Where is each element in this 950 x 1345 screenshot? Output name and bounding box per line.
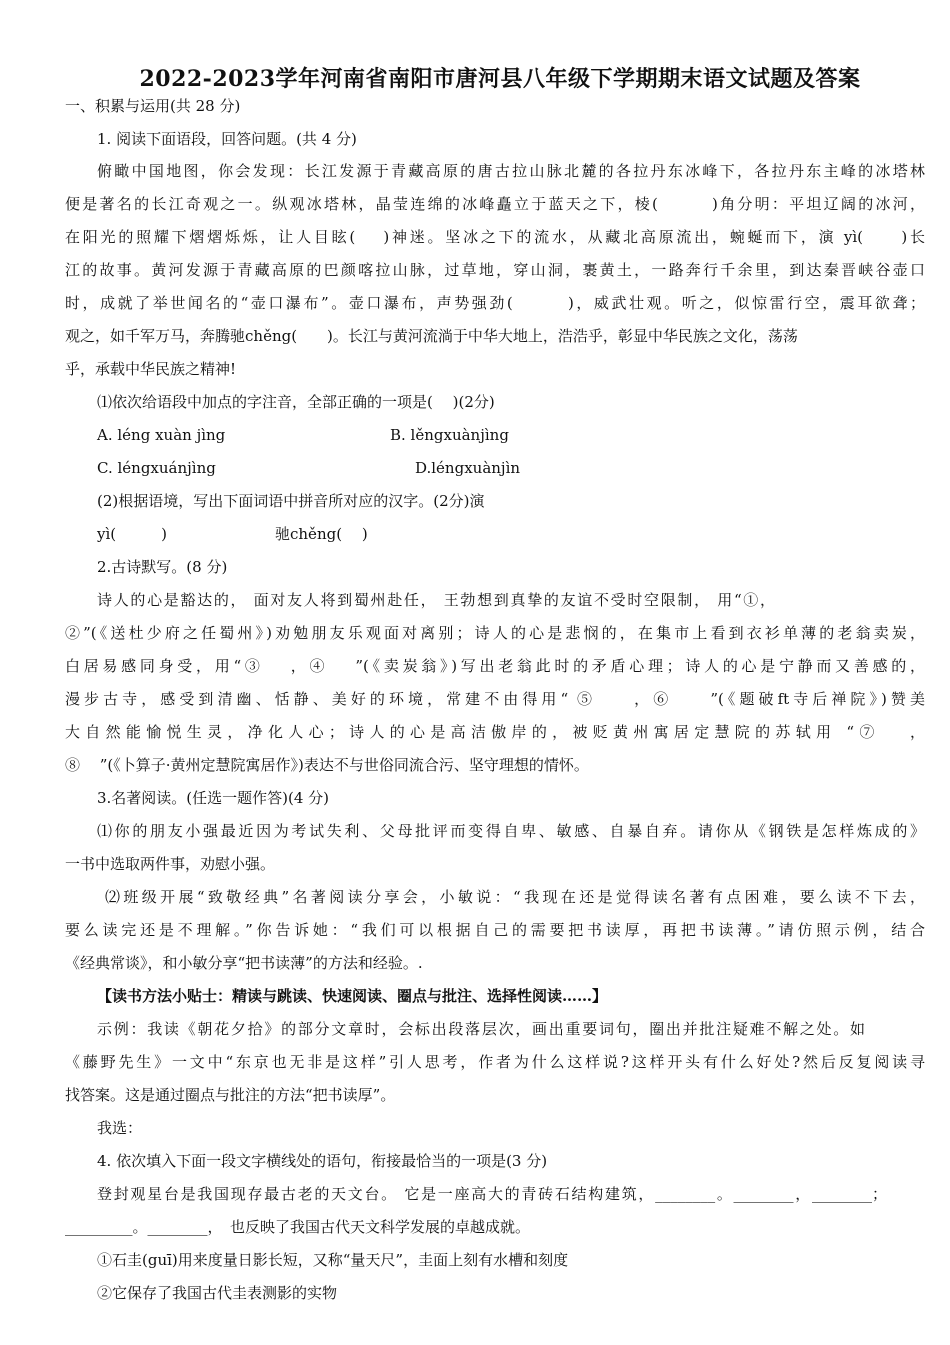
section-heading: 一、积累与运用(共 28 分): [65, 97, 241, 115]
q3-example-line: 示例：我读《朝花夕拾》的部分文章时，会标出段落层次，画出重要词句，圈出并批注疑难不解之处。如: [97, 1020, 865, 1038]
q3-paragraph-line: 要么读完还是不理解。”你告诉她：“我们可以根据自己的需要把书读厚，再把书读薄。”请仿照示例，结合: [65, 921, 925, 939]
q1-sub-question-2: (2)根据语境，写出下面词语中拼音所对应的汉字。(2分)演: [97, 492, 485, 510]
option-d: D.léngxuànjìn: [415, 459, 521, 477]
q2-paragraph-line: ②”(《送杜少府之任蜀州》)劝勉朋友乐观面对离别；诗人的心是悲悯的，在集市上看到衣衫单薄的老翁卖炭，: [65, 624, 925, 642]
q3-example-line: 《藤野先生》一文中“东京也无非是这样”引人思考，作者为什么这样说?这样开头有什么好处?然后反复阅读寻: [65, 1053, 925, 1071]
option-c: C. léngxuánjìng: [97, 459, 216, 477]
q4-paragraph-line: _________。________， 也反映了我国古代天文科学发展的卓越成就。: [65, 1218, 531, 1236]
reading-tip: 【读书方法小贴士：精读与跳读、快速阅读、圈点与批注、选择性阅读……】: [97, 987, 608, 1005]
q1-paragraph-line: 时，成就了举世闻名的“壶口瀑布”。壶口瀑布，声势强劲( )，威武壮观。听之，似惊雷行空，震耳欲聋；: [65, 294, 925, 312]
q1-sub-question-1: ⑴依次给语段中加点的字注音，全部正确的一项是( )(2分): [97, 393, 495, 411]
q2-paragraph-line: ⑧ ”(《卜算子·黄州定慧院寓居作》)表达不与世俗同流合污、坚守理想的情怀。: [65, 756, 589, 774]
q1-paragraph-line: 在阳光的照耀下熠熠烁烁，让人目眩( )神迷。坚冰之下的流水，从藏北高原流出，蜿蜒而下，演 yì( )长: [65, 228, 925, 246]
page-title: 2022-2023学年河南省南阳市唐河县八年级下学期期末语文试题及答案: [139, 66, 861, 92]
question-1-header: 1. 阅读下面语段，回答问题。(共 4 分): [97, 130, 357, 148]
q3-paragraph-line: 一书中选取两件事，劝慰小强。: [65, 855, 276, 873]
q3-paragraph-line: ⑵班级开展“致敬经典”名著阅读分享会，小敏说：“我现在还是觉得读名著有点困难，要么读不下去，: [105, 888, 925, 906]
question-3-header: 3.名著阅读。(任选一题作答)(4 分): [97, 789, 330, 807]
q4-option-1: ①石圭(guī)用来度量日影长短，又称“量天尺”，圭面上刻有水槽和刻度: [97, 1251, 569, 1269]
q3-paragraph-line: 《经典常谈》，和小敏分享“把书读薄”的方法和经验。.: [65, 954, 423, 972]
q3-example-line: 找答案。这是通过圈点与批注的方法“把书读厚”。: [65, 1086, 396, 1104]
q4-paragraph-line: 登封观星台是我国现存最古老的天文台。 它是一座高大的青砖石结构建筑，________。________，________；: [97, 1185, 887, 1203]
q1-paragraph-line: 俯瞰中国地图，你会发现：长江发源于青藏高原的唐古拉山脉北麓的各拉丹东冰峰下，各拉丹东主峰的冰塔林: [97, 162, 925, 180]
q2-paragraph-line: 诗人的心是豁达的， 面对友人将到蜀州赴任， 王勃想到真挚的友谊不受时空限制， 用“①，: [97, 591, 775, 609]
q1-paragraph-line: 江的故事。黄河发源于青藏高原的巴颜喀拉山脉，过草地，穿山洞，裹黄土，一路奔行千余里，到达秦晋峡谷壶口: [65, 261, 925, 279]
q3-answer-prompt: 我选：: [97, 1119, 143, 1137]
q3-paragraph-line: ⑴你的朋友小强最近因为考试失利、父母批评而变得自卑、敏感、自暴自弃。请你从《钢铁是怎样炼成的》: [97, 822, 925, 840]
q1-blank-cheng: 驰chěng( ): [275, 525, 368, 543]
q1-blank-yi: yì( ): [97, 525, 167, 543]
question-4-header: 4. 依次填入下面一段文字横线处的语句，衔接最恰当的一项是(3 分): [97, 1152, 548, 1170]
q1-paragraph-line: 乎，承载中华民族之精神!: [65, 360, 237, 378]
q2-paragraph-line: 大自然能愉悦生灵，净化人心；诗人的心是高洁傲岸的，被贬黄州寓居定慧院的苏轼用 “⑦ ，: [65, 723, 925, 741]
q4-option-2: ②它保存了我国古代圭表测影的实物: [97, 1284, 338, 1302]
q1-paragraph-line: 观之，如千军万马，奔腾驰chěng( )。长江与黄河流淌于中华大地上，浩浩乎，彰显中华民族之文化，荡荡: [65, 327, 798, 345]
q2-paragraph-line: 白居易感同身受，用“③ ，④ ”(《卖炭翁》)写出老翁此时的矛盾心理；诗人的心是宁静而又善感的，: [65, 657, 925, 675]
option-a: A. léng xuàn jìng: [97, 426, 226, 444]
q2-paragraph-line: 漫步古寺，感受到清幽、恬静、美好的环境，常建不由得用“ ⑤ ，⑥ ”(《题破ft寺后禅院》)赞美: [65, 690, 925, 708]
option-b: B. lěngxuànjìng: [390, 426, 509, 444]
question-2-header: 2.古诗默写。(8 分): [97, 558, 228, 576]
q1-paragraph-line: 便是著名的长江奇观之一。纵观冰塔林，晶莹连绵的冰峰矗立于蓝天之下，棱( )角分明：平坦辽阔的冰河，: [65, 195, 925, 213]
